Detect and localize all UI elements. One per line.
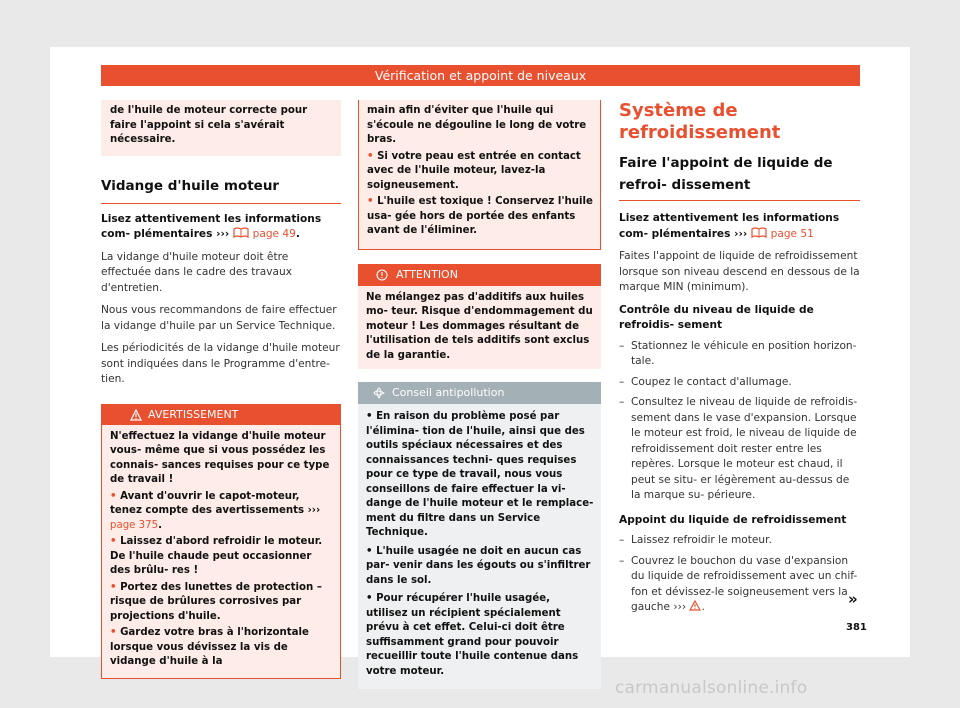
- leaf-icon: [373, 387, 385, 399]
- page-number: 381: [846, 622, 867, 633]
- list-item: – Stationnez le véhicule en position horizon- tale.: [619, 339, 857, 367]
- eco-tip-title: Conseil antipollution: [392, 386, 505, 399]
- book-reference-icon: [751, 227, 767, 238]
- warning-box-header: [102, 405, 340, 425]
- column-right: [619, 100, 860, 621]
- continued-text: main afin d'éviter que l'huile qui s'écoule ne dégouline le long de votre bras.: [367, 105, 587, 145]
- section-title-cooling: Système de refroidissement: [619, 100, 781, 143]
- heading-coolant-check: Contrôle du niveau de liquide de refroidis- sement: [619, 303, 814, 331]
- watermark: carmanualsonline.info: [615, 678, 808, 698]
- page-header-title: Vérification et appoint de niveaux: [101, 65, 860, 86]
- warning-bullet-3: • Portez des lunettes de protection – risque de brûlures corrosives par projections d'huile.: [110, 581, 322, 622]
- intro-reference: Lisez attentivement les informations com- plémentaires ››› page 49.: [101, 212, 322, 240]
- warning-bullet-1: • Avant d'ouvrir le capot-moteur, tenez compte des avertissements ››› page 375.: [110, 490, 321, 531]
- continued-warning-text: de l'huile de moteur correcte pour faire l'appoint si cela s'avérait nécessaire.: [110, 105, 308, 145]
- page-link-375[interactable]: page 375: [110, 519, 159, 531]
- warning-intro: N'effectuez la vidange d'huile moteur vous- même que si vous possédez les connais- sances requises pour ce type de travail !: [110, 430, 330, 485]
- warning-box-body: [102, 425, 340, 678]
- paragraph-1: La vidange d'huile moteur doit être effectuée dans le cadre des travaux d'entretien.: [101, 250, 292, 294]
- eco-tip-body: [358, 404, 601, 689]
- eco-tip-header: [358, 382, 601, 404]
- attention-box: [358, 264, 601, 370]
- subsection-title-coolant: Faire l'appoint de liquide de refroi- dissement: [619, 152, 860, 201]
- continued-warning-box-2: [358, 100, 601, 250]
- intro-reference-cooling: Lisez attentivement les informations com- plémentaires ››› page 51: [619, 212, 840, 240]
- continued-bullet-1: • Si votre peau est entrée en contact avec de l'huile moteur, lavez-la soigneusement.: [367, 150, 581, 191]
- warning-box: [101, 404, 341, 679]
- warning-bullet-4: • Gardez votre bras à l'horizontale lorsque vous dévissez la vis de vidange d'huile à la: [110, 627, 309, 667]
- list-item: – Coupez le contact d'allumage.: [619, 375, 792, 388]
- continued-bullet-2: • L'huile est toxique ! Conservez l'huile usa- gée hors de portée des enfants avant de l'éliminer.: [367, 196, 593, 236]
- bullet-dot: •: [110, 490, 117, 502]
- section-heading-oil-change: Vidange d'huile moteur: [101, 178, 341, 204]
- list-item: – Couvrez le bouchon du vase d'expansion du liquide de refroidissement avec un chif- fon et dévissez-le soigneusement vers la gauche ››› .: [619, 554, 858, 613]
- eco-bullet-2: • L'huile usagée ne doit en aucun cas par- venir dans les égouts ou s'infiltrer dans le sol.: [366, 545, 591, 586]
- warning-triangle-icon: [689, 600, 701, 611]
- paragraph-2: Nous vous recommandons de faire effectuer la vidange d'huile par un Service Technique.: [101, 304, 337, 332]
- attention-text: Ne mélangez pas d'additifs aux huiles mo- teur. Risque d'endommagement du moteur ! Les dommages résultant de l'utilisation de tels additifs sont exclus de la garantie.: [366, 291, 593, 361]
- attention-box-body: [358, 286, 601, 370]
- heading-coolant-fill: Appoint du liquide de refroidissement: [619, 513, 847, 526]
- continue-mark: »: [848, 590, 858, 608]
- continued-warning-box: [101, 100, 341, 156]
- list-item: – Consultez le niveau de liquide de refroidis- sement dans le vase d'expansion. Lorsque le moteur est froid, le niveau de liquide de refroidissement doit rester entre les repères. Lorsque le moteur est chaud, il peut se situ- er légèrement au-dessus de la marque su- périeure.: [619, 396, 858, 501]
- attention-box-header: [358, 264, 601, 286]
- book-reference-icon: [233, 227, 249, 238]
- attention-circle-icon: [376, 269, 388, 281]
- eco-bullet-3: • Pour récupérer l'huile usagée, utilisez un récipient spécialement prévu à cet effet. Celui-ci doit être suffisamment grand pour pouvoir recueillir toute l'huile contenue dans votre moteur.: [366, 593, 579, 677]
- list-item: – Laissez refroidir le moteur.: [619, 534, 772, 546]
- bullet-dot: •: [367, 196, 374, 207]
- bullet-dot: •: [110, 581, 117, 593]
- bullet-dot: •: [110, 536, 117, 547]
- bullet-dot: •: [110, 627, 117, 638]
- warning-bullet-2: • Laissez d'abord refroidir le moteur. De l'huile chaude peut occasionner des brûlu- res !: [110, 536, 323, 576]
- attention-title: ATTENTION: [396, 267, 458, 281]
- column-left: [101, 100, 341, 679]
- warning-triangle-icon: [130, 409, 142, 421]
- page-link-51[interactable]: page 51: [770, 227, 814, 240]
- page-link-49[interactable]: page 49: [252, 228, 296, 240]
- column-middle: [358, 100, 601, 689]
- eco-tip-box: [358, 382, 601, 689]
- warning-title: AVERTISSEMENT: [148, 407, 239, 421]
- bullet-dot: •: [367, 150, 374, 162]
- coolant-paragraph: Faites l'appoint de liquide de refroidissement lorsque son niveau descend en dessous de la marque MIN (minimum).: [619, 250, 860, 293]
- paragraph-3: Les périodicités de la vidange d'huile moteur sont indiquées dans le Programme d'entre- tien.: [101, 342, 340, 385]
- eco-bullet-1: • En raison du problème posé par l'élimina- tion de l'huile, ainsi que des outils spéciaux nécessaires et des connaissances techni- ques requises pour ce type de travail, nous vous conseillons de faire effectuer la vi- dange de l'huile moteur et le remplace- ment du filtre dans un Service Technique.: [366, 411, 594, 538]
